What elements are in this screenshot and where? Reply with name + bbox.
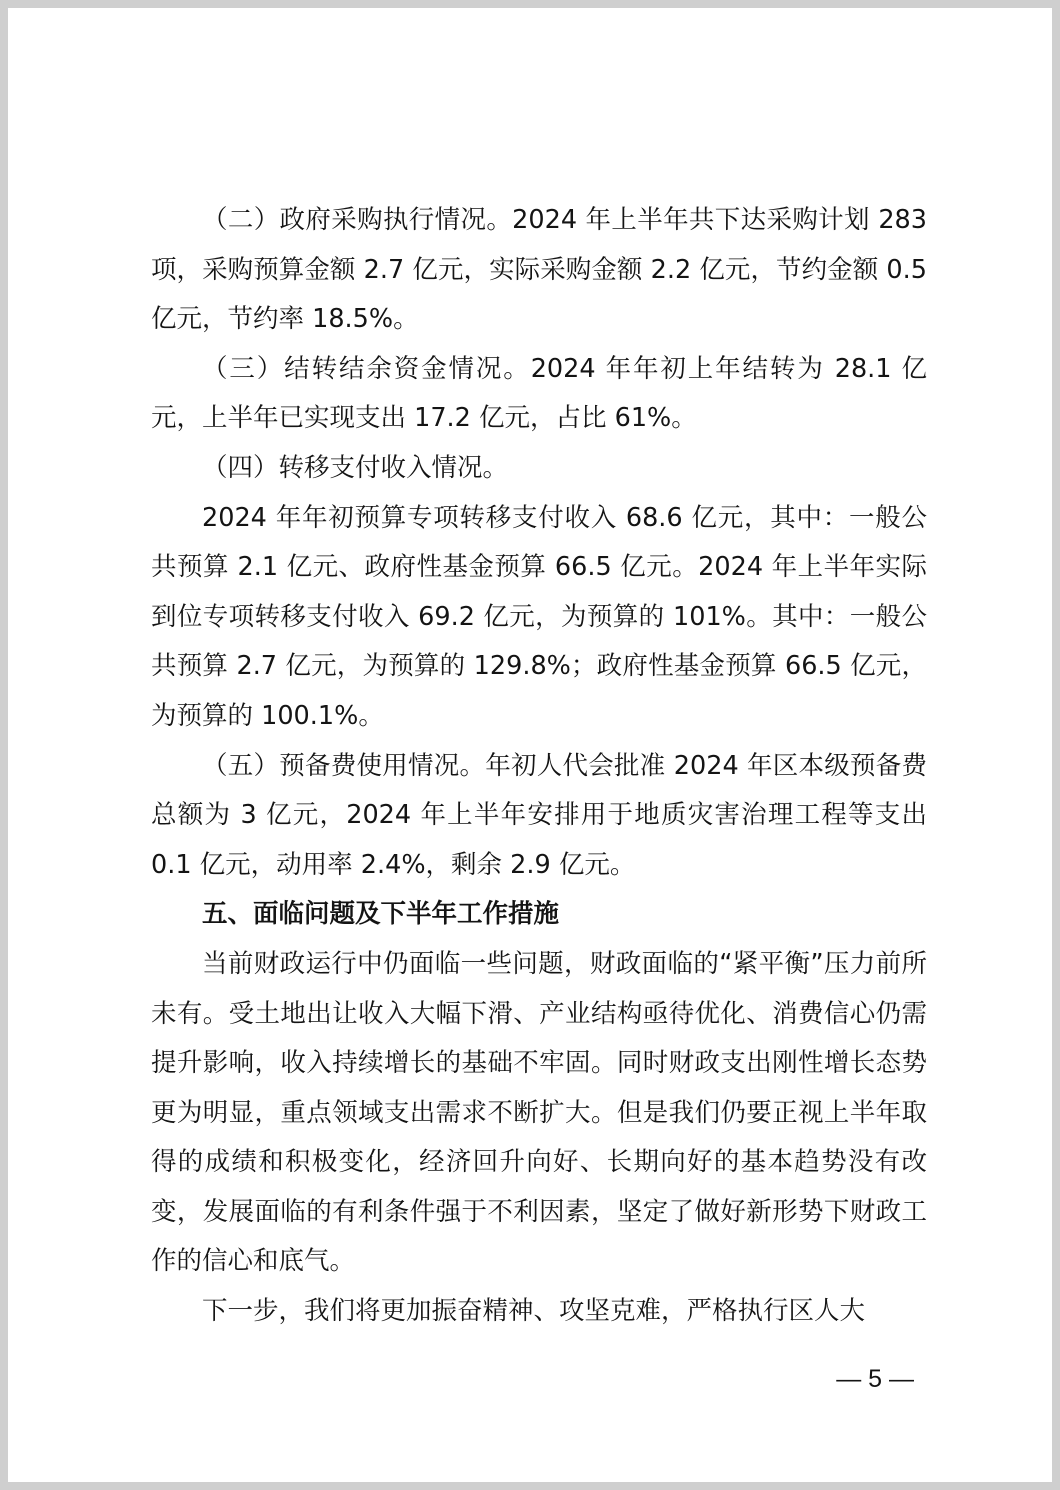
paragraph-procurement: （二）政府采购执行情况。2024 年上半年共下达采购计划 283 项，采购预算金额 2.7 亿元，实际采购金额 2.2 亿元，节约金额 0.5 亿元，节约率 18.5%。 bbox=[151, 205, 927, 335]
paragraph-next-step: 下一步，我们将更加振奋精神、攻坚克难，严格执行区人大 bbox=[202, 1296, 866, 1327]
paragraph-problems: 当前财政运行中仍面临一些问题，财政面临的“紧平衡”压力前所未有。受土地出让收入大幅下滑、产业结构亟待优化、消费信心仍需提升影响，收入持续增长的基础不牢固。同时财政支出刚性增长态势更为明显，重点领域支出需求不断扩大。但是我们仍要正视上半年取得的成绩和积极变化，经济回升向好、长期向好的基本趋势没有改变，发展面临的有利条件强于不利因素，坚定了做好新形势下财政工作的信心和底气。 bbox=[151, 948, 927, 1277]
section-heading: 五、面临问题及下半年工作措施 bbox=[202, 899, 560, 930]
paragraph-transfer-heading: （四）转移支付收入情况。 bbox=[202, 452, 509, 483]
paragraph-reserve: （五）预备费使用情况。年初人代会批准 2024 年区本级预备费总额为 3 亿元，2024 年上半年安排用于地质灾害治理工程等支出 0.1 亿元，动用率 2.4%，剩余 2.9 亿元。 bbox=[151, 750, 927, 880]
document-body bbox=[151, 196, 927, 1337]
page-number: — 5 — bbox=[836, 1365, 914, 1393]
paragraph-transfer-body: 2024 年年初预算专项转移支付收入 68.6 亿元，其中：一般公共预算 2.1 亿元、政府性基金预算 66.5 亿元。2024 年上半年实际到位专项转移支付收入 69.2 亿元，为预算的 101%。其中：一般公共预算 2.7 亿元，为预算的 129.8%；政府性基金预算 66.5 亿元，为预算的 100.1%。 bbox=[151, 502, 927, 731]
document-page bbox=[8, 8, 1052, 1482]
paragraph-carryover: （三）结转结余资金情况。2024 年年初上年结转为 28.1 亿元，上半年已实现支出 17.2 亿元，占比 61%。 bbox=[151, 353, 927, 434]
